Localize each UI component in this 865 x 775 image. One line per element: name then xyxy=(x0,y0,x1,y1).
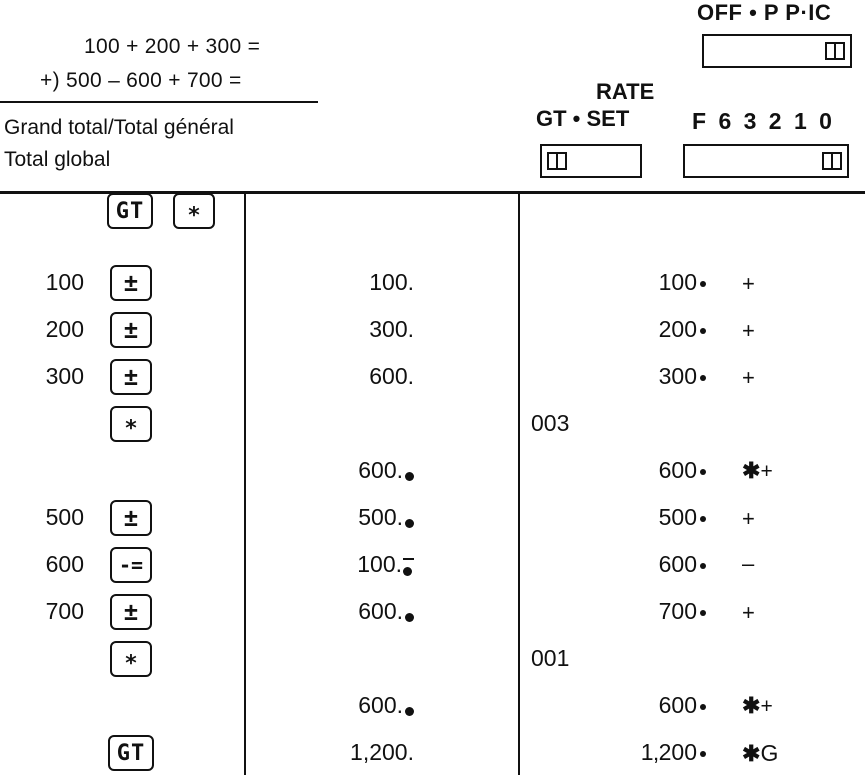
entry-value: 200 xyxy=(45,316,84,342)
plus-equals-key[interactable]: ± xyxy=(110,500,152,536)
print-symbol: + xyxy=(742,318,755,343)
plus-equals-key[interactable]: ± xyxy=(110,359,152,395)
display-value: 1,200. xyxy=(350,739,414,765)
display-value: 100. xyxy=(298,551,414,578)
switch-knob-icon[interactable] xyxy=(547,152,567,170)
entry-value: 100 xyxy=(45,269,84,295)
display-value: 600. xyxy=(298,457,414,484)
off-p-pic-switch[interactable] xyxy=(702,34,852,68)
item-count: 001 xyxy=(531,645,570,671)
plus-equals-key[interactable]: ± xyxy=(110,265,152,301)
display-value: 600. xyxy=(298,692,414,719)
print-symbol: + xyxy=(742,506,755,531)
print-value: 600 xyxy=(600,457,706,484)
entry-value: 600 xyxy=(45,551,84,577)
gt-dot-icon xyxy=(405,613,414,622)
star-key[interactable]: ∗ xyxy=(110,641,152,677)
gt-key[interactable]: GT xyxy=(107,193,153,229)
minus-dot-icon xyxy=(402,554,414,576)
switch-knob-icon[interactable] xyxy=(822,152,842,170)
print-symbol: ✱G xyxy=(742,740,779,766)
print-symbol: – xyxy=(742,551,755,576)
print-value: 600 xyxy=(600,692,706,719)
switch-knob-icon[interactable] xyxy=(825,42,845,60)
display-value: 300. xyxy=(369,316,414,342)
equation-line-2: +) 500 – 600 + 700 = xyxy=(40,69,242,92)
rate-label: RATE xyxy=(596,79,655,104)
entry-value: 500 xyxy=(45,504,84,530)
display-value: 600. xyxy=(298,598,414,625)
print-value: 1‚200 xyxy=(600,739,706,766)
gt-dot-icon xyxy=(405,472,414,481)
display-value: 100. xyxy=(369,269,414,295)
print-value: 300 xyxy=(600,363,706,390)
plus-equals-key[interactable]: ± xyxy=(110,594,152,630)
grand-total-label-line-2: Total global xyxy=(4,148,111,171)
gt-dot-icon xyxy=(405,519,414,528)
gt-set-switch[interactable] xyxy=(540,144,642,178)
gt-key[interactable]: GT xyxy=(108,735,154,771)
gt-dot-icon xyxy=(405,707,414,716)
decimal-switch-label: F 6 3 2 1 0 xyxy=(692,108,835,134)
equation-underline xyxy=(0,101,318,103)
star-key[interactable]: ∗ xyxy=(110,406,152,442)
plus-equals-key[interactable]: ± xyxy=(110,312,152,348)
print-symbol: + xyxy=(742,365,755,390)
column-divider-1 xyxy=(244,194,246,775)
display-value: 600. xyxy=(369,363,414,389)
column-divider-2 xyxy=(518,194,520,775)
minus-equals-key[interactable]: -= xyxy=(110,547,152,583)
entry-value: 700 xyxy=(45,598,84,624)
off-p-pic-switch-label: OFF • P P·IC xyxy=(697,0,832,25)
print-value: 500 xyxy=(600,504,706,531)
print-symbol: + xyxy=(742,600,755,625)
print-value: 600 xyxy=(600,551,706,578)
star-key[interactable]: ∗ xyxy=(173,193,215,229)
equation-line-1: 100 + 200 + 300 = xyxy=(84,35,261,58)
print-symbol: ✱+ xyxy=(742,458,773,483)
display-value: 500. xyxy=(298,504,414,531)
print-value: 200 xyxy=(600,316,706,343)
gt-set-switch-label: GT • SET xyxy=(536,106,630,131)
print-value: 700 xyxy=(600,598,706,625)
item-count: 003 xyxy=(531,410,570,436)
print-symbol: + xyxy=(742,271,755,296)
decimal-switch[interactable] xyxy=(683,144,849,178)
entry-value: 300 xyxy=(45,363,84,389)
print-value: 100 xyxy=(600,269,706,296)
print-symbol: ✱+ xyxy=(742,693,773,718)
grand-total-label: Grand total/Total général xyxy=(4,116,234,139)
